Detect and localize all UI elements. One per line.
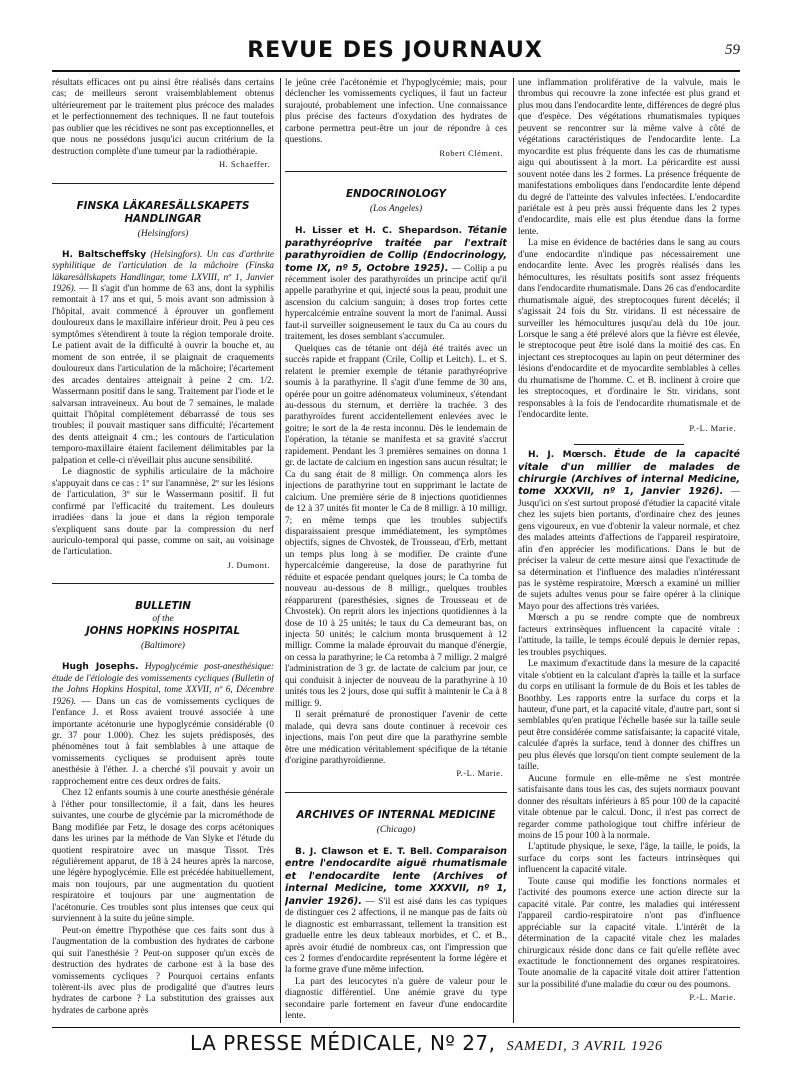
article-body: une inflammation proliférative de la valvule, mais le thrombus qui recouvre la zone infectée est plus grand et plus mou dans l'endocardite lente, différences de degré plus que d'espèce. Des végétations rhumatismales typiques peuvent se rencontrer sur la même valve à côté de végétations caractéristiques de l'endocardite lente. La myocardite est plus fréquente dans les cas de rhumatisme aigu qui aboutissent à la mort. La péricardite est aussi souvent notée dans les 2 formes. La présence fréquente de manifestations emboliques dans l'endocardite lente dépend du degré de l'atteinte des valvules infectées. L'endocardite pariétale est à peu près aussi fréquente dans les 2 types d'endocardite, mais elle est plus étendue dans la forme lente.	[518, 78, 740, 237]
article-body: Le maximum d'exactitude dans la mesure de la capacité vitale s'obtient en la calculant d'après la taille et la surface du corps en utilisant la formule de du Bois et les tables de Boothby. Les rapports entre la surface du corps et la hauteur, d'une part, et la capacité vitale, d'autre part, sont si semblables qu'en pratique l'échelle basée sur la taille seule peut être considérée comme satisfaisante; la capacité vitale, calculée d'après la surface, tend à donner des chiffres un peu plus élevés que lorsqu'on tient compte seulement de la taille.	[518, 659, 740, 773]
section-rule	[52, 583, 274, 584]
signature: H. Schaeffer.	[219, 159, 270, 170]
column-3	[518, 78, 740, 1023]
section-heading: BULLETIN	[135, 600, 191, 613]
article-body: Chez 12 enfants soumis à une courte anesthésie générale à l'éther pour tonsillectomie, il a fait, dans les heures suivantes, une courbe de glycémie par la microméthode de Bang modifiée par Fetz, le dosage des corps acétoniques dans les urines par la méthode de Van Slyke et l'étude du quotient respiratoire avec un masque Tissot. Très régulièrement apparut, de 18 à 24 heures après la narcose, une légère hypoglycémie. Elle est précédée habituellement, mais non toujours, par une augmentation du quotient respiratoire et toujours par une augmentation de l'acétonurie. Ces troubles sont plus intenses que ceux qui surviennent à la suite du jeûne simple.	[52, 788, 274, 925]
article-body: La mise en évidence de bactéries dans le sang au cours d'une endocardite n'indique pas nécessairement une endocardite lente. Avec les progrès réalisés dans les hémocultures, les résultats positifs sont assez fréquents dans l'endocardite rhumatismale. Dans 26 cas d'endocardite rhumatismale aiguë, des streptocoques furent décelés; il s'agissait 24 fois du Str. viridans. Il est nécessaire de surveiller les hémocultures jusqu'au delà du 10e jour. Lorsque le sang a été prélevé alors que la fièvre est élevée, le streptocoque peut être isolé dans la moitié des cas. En injectant ces streptocoques au lapin on peut déterminer des lésions d'endocardite et de myocardite semblables à celles du rhumatisme de l'homme. C. et B. inclinent à croire que les streptocoques, et d'ordinaire le Str. viridans, sont responsables à la fois de l'endocardite rhumatismale et de l'endocardite lente.	[518, 238, 740, 421]
footer-journal: LA PRESSE MÉDICALE, Nº 27,	[190, 1031, 496, 1055]
article-body: Toute cause qui modifie les fonctions normales et l'activité des poumons exerce une action directe sur la capacité vitale. Par contre, les maladies qui intéressent l'appareil cardio-respiratoire n'ont pas d'influence appréciable sur la capacité vitale. L'intérêt de la détermination de la capacité vitale chez les malades chirurgicaux réside donc dans ce fait qu'elle reflète avec exactitude le fonctionnement des organes respiratoires. Toute anomalie de la capacité vitale doit attirer l'attention sur la possibilité d'une maladie du cœur ou des poumons.	[518, 876, 740, 990]
article-body: Quelques cas de tétanie ont déjà été traités avec un succès rapide et frappant (Crile, Collip et Leitch). L. et S. relatent le premier exemple de tétanie parathyréoprive soumis à la parathyrine. Il s'agit d'une femme de 30 ans, opérée pour un goitre adénomateux volumineux, s'étendant au-dessous du sternum, et derrière la trachée. 3 des parathyroïdes furent accidentellement enlevées avec le goitre; le sort de la 4e resta inconnu. Dès le lendemain de l'opération, la tétanie se manifesta et sa gravité s'accrut rapidement. Pendant les 3 premières semaines on donna 1 gr. de lactate de calcium en ingestion sans aucun résultat; le Ca du sang était de 8 milligr. On commença alors les injections de parathyrine tout en supprimant le lactate de calcium. Une première série de 8 injections quotidiennes de 12 à 37 unités fit monter le Ca de 8 milligr. à 10 milligr. 7; en même temps que les troubles subjectifs disparaissaient presque immédiatement, les symptômes objectifs, signes de Chvostek, de Trousseau, d'Erb, mettant un temps plus long à se modifier. De crainte d'une hypercalcémie dangereuse, la dose de parathyrine fut réduite et espacée pendant quelques jours; le Ca tomba de nouveau au-dessous de 8 milligr., quelques troubles réapparurent (paresthésies, signes de Trousseau et de Chvostek). On reprit alors les injections quotidiennes à la dose de 10 à 25 unités; le taux du Ca demeurant bas, on injecta 50 unités; le calcium monta brusquement à 12 milligr. Comme la malade éprouvait du manque d'énergie, on cessa la parathyrine; le Ca retomba à 7 milligr. 2 malgré l'administration de 3 gr. de lactate de calcium par jour, ce qui conduisit à injecter de nouveau de la parathyrine à 10 unités tous les 2 jours, dose qui suffit à maintenir le Ca à 8 milligr. 9.	[285, 343, 507, 709]
article-body: La part des leucocytes n'a guère de valeur pour le diagnostic différentiel. Une anémie grave du type secondaire parle fortement en faveur d'une endocardite lente.	[285, 976, 507, 1022]
article-title: Étude de la capacité vitale d'un millier de malades de chirurgie (Archives of internal Medicine, tome XXXVII, nº 1, Janvier 1926).	[518, 449, 740, 498]
article-author: H. Baltscheffsky	[62, 249, 147, 260]
article-body: Mœrsch a pu se rendre compte que de nombreux facteurs extrinsèques influencent la capacité vitale : l'attitude, la taille, le temps écoulé depuis le dernier repas, les troubles psychiques.	[518, 613, 740, 658]
footer-rule	[52, 1027, 740, 1028]
article-body: le jeûne crée l'acétonémie et l'hypoglycémie; mais, pour déclencher les vomissements cycliques, il faut un facteur surajouté, probablement une infection. Une connaissance plus précise des facteurs d'oxydation des hydrates de carbone permettra peut-être un jour de répondre à ces questions.	[285, 78, 507, 146]
article-title: (Helsingfors). Un cas d'arthrite syphilitique de l'articulation de la mâchoire (Finska läkaresällskapets Handlingar, tome LXVIII, nº 1, Janvier 1926).	[52, 249, 274, 294]
section-heading: ARCHIVES OF INTERNAL MEDICINE	[296, 808, 496, 821]
article-body: — Jusqu'ici on s'est surtout proposé d'étudier la capacité vitale chez les sujets bien portants, d'ordinaire chez des jeunes gens vigoureux, en vue d'obtenir la valeur normale, et chez des malades atteints d'affections de l'appareil respiratoire, afin d'en apprécier les modifications. Dans le but de préciser la valeur de cette mesure ainsi que l'exactitude de sa détermination et l'influence des maladies n'intéressant pas le système respiratoire, Mœrsch a examiné un millier de sujets adultes venus pour se faire opérer à la clinique Mayo pour des affections très variées.	[518, 487, 740, 612]
section-location: (Chicago)	[376, 824, 416, 835]
article-author: H. J. Mœrsch.	[528, 450, 607, 461]
section-location: (Baltimore)	[141, 641, 185, 652]
signature: P.-L. Marie.	[689, 992, 736, 1003]
signature: Robert Clément.	[439, 147, 503, 158]
article-author: Hugh Josephs.	[62, 662, 139, 673]
page-number: 59	[725, 42, 740, 58]
column-1	[52, 78, 274, 1023]
column-divider	[280, 78, 281, 1023]
signature: P.-L. Marie.	[456, 768, 503, 779]
section-location: (Helsingfors)	[137, 228, 189, 239]
article-body: Il serait prématuré de pronostiquer l'avenir de cette malade, qui devra sans doute continuer à recevoir ces injections, mais l'on peut dire que la parathyrine semble être une médication véritablement spécifique de la tétanie d'origine parathyroïdienne.	[285, 710, 507, 767]
section-heading: ENDOCRINOLOGY	[345, 188, 447, 201]
column-2	[285, 78, 507, 1023]
signature: J. Dumont.	[227, 559, 270, 570]
signature: P.-L. Marie.	[689, 422, 736, 433]
section-rule	[285, 171, 507, 172]
article-body: — Collip a pu récemment isoler des parathyroïdes un principe actif qu'il appelle parathyrine et qui, injecté sous la peau, produit une ascension du calcium sanguin; à doses trop fortes cette hypercalcémie entraîne souvent la mort de l'animal. Aussi faut-il surveiller soigneusement le taux du Ca au cours du traitement, les doses semblant s'accumuler.	[285, 263, 507, 343]
article-body: Le diagnostic de syphilis articulaire de la mâchoire s'appuyait dans ce cas : 1º sur l'anamnèse, 2º sur les lésions de l'articulation, 3º sur le Wassermann positif. Il fut confirmé par l'efficacité du traitement. Les douleurs irradiées dans la joue et dans la région temporale s'expliquent sans doute par la compression du nerf auriculo-temporal qui passe, comme on sait, au voisinage de l'articulation.	[52, 467, 274, 558]
section-rule	[574, 444, 684, 445]
header-rule	[52, 70, 740, 72]
article-title: Hypoglycémie post-anesthésique: étude de l'étiologie des vomissements cycliques (Bulletin of the Johns Hopkins Hospital, tome XXVII, nº 6, Décembre 1926).	[52, 662, 274, 707]
article-author: H. Lisser et H. C. Shepardson.	[295, 226, 463, 237]
article-body: L'aptitude physique, le sexe, l'âge, la taille, le poids, la surface du corps sont les facteurs intrinsèques qui influencent la capacité vitale.	[518, 842, 740, 876]
section-rule	[52, 183, 274, 184]
article-body: — S'il est aisé dans les cas typiques de distinguer ces 2 affections, il ne manque pas de faits où le diagnostic est embarrassant, tellement la transition est graduelle entre les deux tableaux morbides, et C. et B., après avoir étudié de nombreux cas, ont l'impression que ces 2 formes d'endocardite représentent la forme légère et la forme grave d'une même infection.	[285, 896, 507, 976]
article-title: Comparaison entre l'endocardite aiguë rhumatismale et l'endocardite lente (Archives of internal Medicine, tome XXXVII, nº 1, Janvier 1926).	[285, 845, 507, 907]
article-body: Peut-on émettre l'hypothèse que ces faits sont dus à l'augmentation de la combustion des hydrates de carbone qui suit l'anesthésie ? Peut-on supposer qu'un excès de destruction des hydrates de carbone est à la base des vomissements cycliques ? Pourquoi certains enfants tolèrent-ils avec plus de prodigalité que d'autres leurs hydrates de carbone ? La substitution des graisses aux hydrates de carbone après	[52, 925, 274, 1016]
header-title: REVUE DES JOURNAUX	[247, 38, 543, 63]
article-body: — Dans un cas de vomissements cycliques de l'enfance J. et Ross avaient trouvé associée à une importante acétonurie une hypoglycémie considérable (0 gr. 37 pour 1.000). Chez les sujets prédisposés, des phénomènes tout à fait semblables à une attaque de vomissements cycliques se produisent après toute anesthésie à l'éther. J. a cherché s'il pouvait y avoir un rapprochement entre ces deux ordres de faits.	[52, 696, 274, 787]
section-heading: JOHNS HOPKINS HOSPITAL	[85, 625, 241, 638]
column-divider	[513, 78, 514, 1023]
section-heading-of: of the	[152, 614, 174, 625]
page-header	[50, 32, 740, 68]
intro-paragraph: résultats efficaces ont pu ainsi être réalisés dans certains cas; de meilleurs seront vraisemblablement obtenus ultérieurement par le traitement plus précoce des malades et le perfectionnement des techniques. Il ne faut toutefois pas oublier que les récidives ne sont pas exceptionnelles, et que nous ne possédons jusqu'ici aucun critérium de la destruction complète d'une tumeur par la radiothérapie.	[52, 78, 274, 157]
section-heading: FINSKA LÄKARESÄLLSKAPETS HANDLINGAR	[76, 199, 250, 225]
section-location: (Los Angeles)	[369, 204, 423, 215]
page-footer	[190, 1031, 750, 1055]
article-body: — Il s'agit d'un homme de 63 ans, dont la syphilis remontait à 17 ans et qui, 5 mois avant son admission à l'hôpital, avait commencé à éprouver un gonflement douloureux dans le maxillaire inférieur droit. Peu à peu ces symptômes s'étendirent à toute la région temporale droite. Le patient avait de la difficulté à ouvrir la bouche et, au moment de son entrée, il se plaignait de craquements douloureux dans l'articulation de la mâchoire; l'écartement des arcades dentaires atteignait à peine 2 cm. 1/2. Wassermann positif dans le sang. Traitement par l'iode et le salvarsan intraveineux. Au bout de 7 semaines, le malade quittait l'hôpital complètement débarrassé de tous ses troubles; il pouvait mastiquer sans difficulté; l'écartement des dents atteignait 4 cm.; les contours de l'articulation temporo-maxillaire étaient facilement délimitables par la palpation et celle-ci n'éveillait plus aucune sensibilité.	[52, 283, 274, 466]
article-author: B. J. Clawson et E. T. Bell.	[295, 846, 433, 857]
article-title: Tétanie parathyréoprive traitée par l'extrait parathyroïdien de Collip (Endocrinology, tome IX, nº 5, Octobre 1925).	[285, 225, 507, 274]
footer-date: SAMEDI, 3 AVRIL 1926	[506, 1039, 664, 1054]
section-rule	[285, 792, 507, 793]
article-body: Aucune formule en elle-même ne s'est montrée satisfaisante dans tous les cas, des sujets normaux pouvant donner des résultats inférieurs à 85 pour 100 de la capacité vitale obtenue par le calcul. Donc, il n'est pas correct de regarder comme pathologique tout chiffre inférieur de moins de 15 pour 100 à la normale.	[518, 773, 740, 841]
